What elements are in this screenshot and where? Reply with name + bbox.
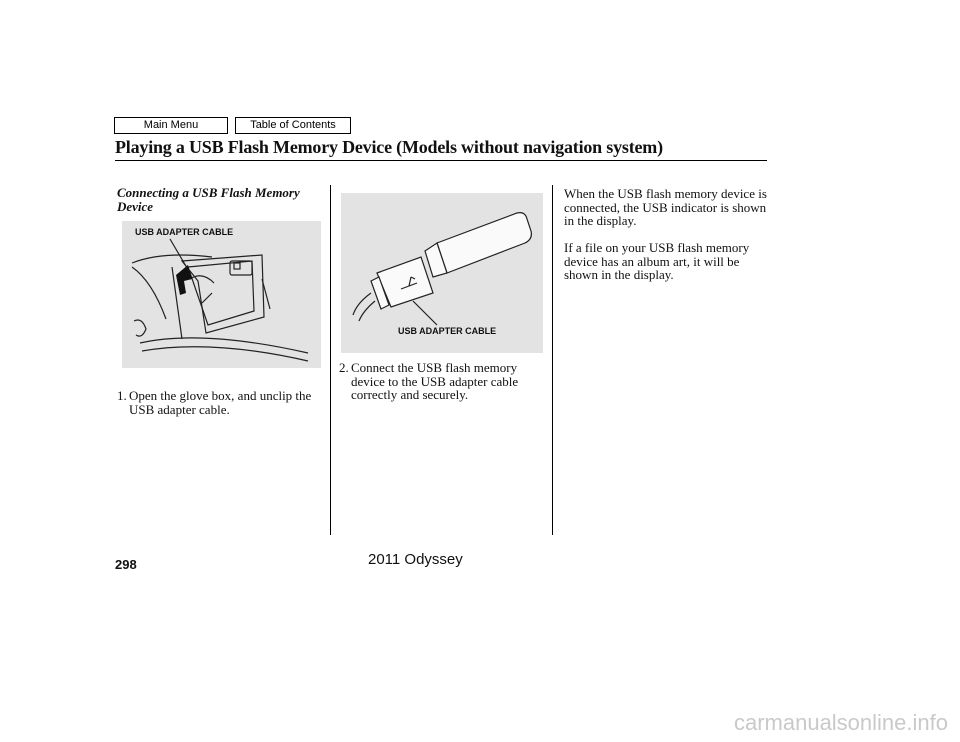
column-divider-left (330, 185, 331, 535)
section-subhead: Connecting a USB Flash Memory Device (117, 185, 300, 214)
column-divider-right (552, 185, 553, 535)
main-menu-button[interactable]: Main Menu (114, 117, 228, 134)
step-1-number: 1. (117, 388, 127, 403)
model-label: 2011 Odyssey (368, 551, 463, 568)
glovebox-figure-label: USB ADAPTER CABLE (135, 227, 234, 237)
paragraph-usb-indicator: When the USB flash memory device is connected, the USB indicator is shown in the display. (564, 186, 767, 228)
glovebox-illustration (122, 221, 321, 368)
paragraph-album-art: If a file on your USB flash memory device has an album art, it will be shown in the display. (564, 240, 750, 282)
step-2-text: Connect the USB flash memory device to the USB adapter cable correctly and securely. (351, 360, 519, 402)
site-watermark: carmanualsonline.info (733, 710, 948, 735)
page-number: 298 (115, 557, 137, 572)
table-of-contents-button[interactable]: Table of Contents (235, 117, 351, 134)
title-divider (115, 160, 767, 161)
step-1-text: Open the glove box, and unclip the USB adapter cable. (129, 388, 312, 417)
glovebox-drawing (122, 221, 321, 368)
step-1 (117, 389, 327, 416)
flash-figure-label: USB ADAPTER CABLE (398, 326, 497, 336)
page-title: Playing a USB Flash Memory Device (Models without navigation system) (115, 137, 663, 157)
flash-drive-illustration (341, 193, 543, 353)
step-2-number: 2. (339, 360, 349, 375)
step-2 (339, 361, 544, 402)
